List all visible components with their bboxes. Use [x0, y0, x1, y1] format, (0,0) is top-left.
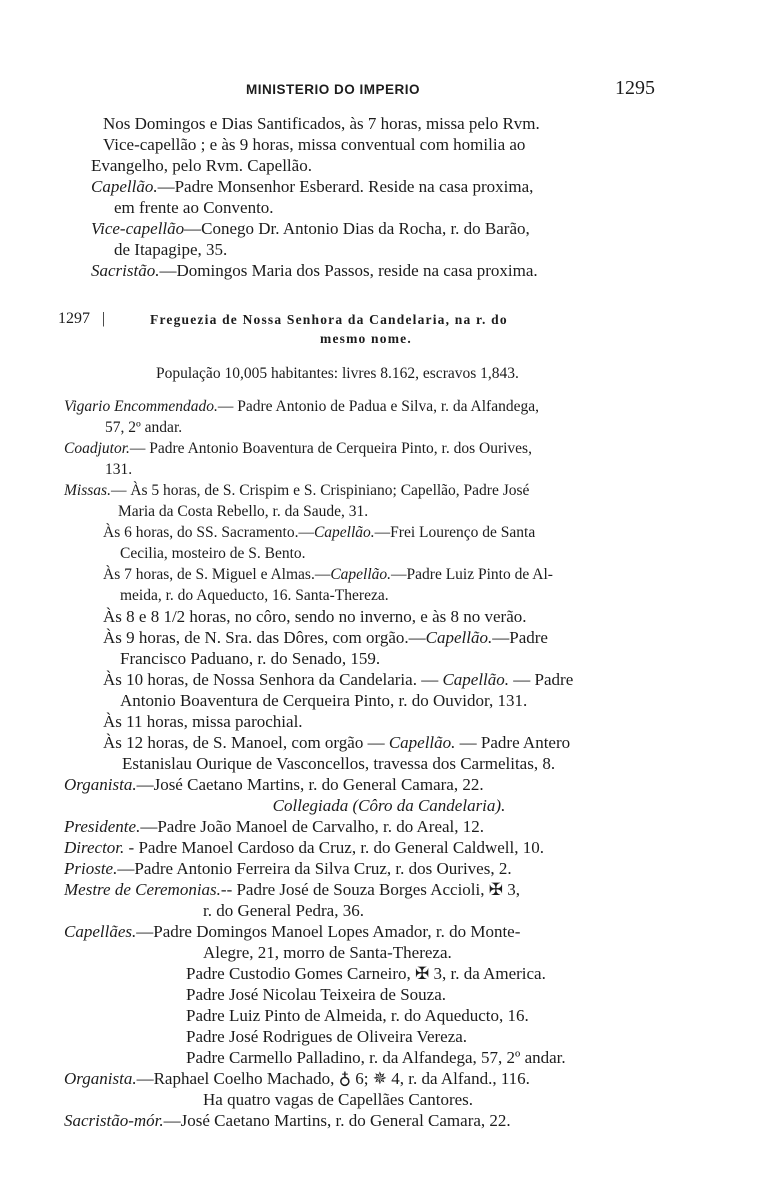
- entry-line: [64, 859, 512, 879]
- role-label: Sacristão-mór.: [64, 1111, 164, 1130]
- role-label: Organista.: [64, 775, 137, 794]
- entry-line: [64, 880, 520, 900]
- collegiada-title: Collegiada (Côro da Candelaria).: [272, 796, 506, 815]
- role-text: —Raphael Coelho Machado, ♁ 6; ✵ 4, r. da Alfand., 116.: [136, 1069, 530, 1088]
- entry-line: Antonio Boaventura de Cerqueira Pinto, r. do Ouvidor, 131.: [120, 691, 528, 710]
- text-line: Nos Domingos e Dias Santificados, às 7 horas, missa pelo Rvm.: [103, 114, 540, 133]
- entry-line: [64, 817, 484, 837]
- entry-text: — Padre Antero: [455, 733, 571, 752]
- entry-line: [64, 838, 544, 858]
- population-line: População 10,005 habitantes: livres 8.162, escravos 1,843.: [156, 365, 519, 382]
- entry-line: [64, 439, 532, 459]
- entry-line: Cecilia, mosteiro de S. Bento.: [120, 545, 306, 562]
- entry-line: Padre José Nicolau Teixeira de Souza.: [186, 985, 447, 1004]
- entry-text: — Padre: [509, 670, 574, 689]
- role-text: — Padre Antonio Boaventura de Cerqueira Pinto, r. dos Ourives,: [129, 440, 532, 457]
- entry-line: [103, 628, 548, 648]
- entry-text: Às 6 horas, do SS. Sacramento.—: [103, 524, 314, 541]
- role-label: Capellão.: [442, 670, 510, 689]
- entry-line: Às 11 horas, missa parochial.: [103, 712, 303, 731]
- role-label: Presidente.: [64, 817, 141, 836]
- role-label: Prioste.: [64, 859, 118, 878]
- text-line: [91, 177, 533, 197]
- entry-line: [64, 922, 520, 942]
- entry-line: Padre Custodio Gomes Carneiro, ✠ 3, r. da America.: [186, 964, 546, 983]
- entry-line: [64, 1069, 530, 1089]
- role-label: Capellão.: [425, 628, 493, 647]
- subsection-title: [0, 796, 778, 816]
- role-label: Capellão.: [313, 524, 375, 541]
- role-text: —Padre Domingos Manoel Lopes Amador, r. do Monte-: [136, 922, 521, 941]
- entry-line: [103, 565, 553, 585]
- entry-line: Às 8 e 8 1/2 horas, no côro, sendo no inverno, e às 8 no verão.: [103, 607, 527, 626]
- role-label: Mestre de Ceremonias.: [64, 880, 221, 899]
- entry-line: r. do General Pedra, 36.: [203, 901, 364, 920]
- role-label: Coadjutor.: [64, 440, 130, 457]
- entry-line: Alegre, 21, morro de Santa-Thereza.: [203, 943, 452, 962]
- section-number: 1297: [58, 310, 90, 327]
- entry-line: [64, 481, 529, 501]
- entry-line: 57, 2º andar.: [105, 419, 183, 436]
- entry-line: [103, 670, 573, 690]
- entry-line: [64, 1111, 511, 1131]
- text-line: de Itapagipe, 35.: [114, 240, 228, 259]
- text-line: [91, 261, 538, 281]
- entry-line: [103, 733, 570, 753]
- entry-text: —Padre Luiz Pinto de Al-: [391, 566, 553, 583]
- role-text: —Padre João Manoel de Carvalho, r. do Areal, 12.: [140, 817, 485, 836]
- role-label: Vigario Encommendado.: [64, 398, 218, 415]
- running-header: MINISTERIO DO IMPERIO: [246, 82, 421, 97]
- entry-line: [64, 397, 539, 417]
- entry-line: Padre José Rodrigues de Oliveira Vereza.: [186, 1027, 468, 1046]
- entry-line: [103, 523, 535, 543]
- role-label: Capellão.: [91, 177, 158, 196]
- role-label: Director.: [64, 838, 125, 857]
- text-line: em frente ao Convento.: [114, 198, 274, 217]
- section-divider: |: [102, 310, 106, 327]
- role-text: — Às 5 horas, de S. Crispim e S. Crispiniano; Capellão, Padre José: [110, 482, 530, 499]
- entry-text: Às 9 horas, de N. Sra. das Dôres, com orgão.—: [103, 628, 426, 647]
- role-text: — Padre Antonio de Padua e Silva, r. da Alfandega,: [217, 398, 539, 415]
- entry-text: —Frei Lourenço de Santa: [374, 524, 536, 541]
- role-text: -- Padre José de Souza Borges Accioli, ✠ 3,: [220, 880, 520, 899]
- section-heading: Freguezia de Nossa Senhora da Candelaria, na r. do: [150, 312, 508, 327]
- role-text: —Padre Monsenhor Esberard. Reside na casa proxima,: [157, 177, 534, 196]
- entry-text: Às 12 horas, de S. Manoel, com orgão —: [103, 733, 389, 752]
- entry-line: Ha quatro vagas de Capellães Cantores.: [203, 1090, 474, 1109]
- entry-line: 131.: [105, 461, 133, 478]
- role-text: —Conego Dr. Antonio Dias da Rocha, r. do Barão,: [184, 219, 530, 238]
- entry-text: Às 7 horas, de S. Miguel e Almas.—: [103, 566, 331, 583]
- entry-line: Padre Luiz Pinto de Almeida, r. do Aqueducto, 16.: [186, 1006, 529, 1025]
- role-text: —Padre Antonio Ferreira da Silva Cruz, r. dos Ourives, 2.: [117, 859, 512, 878]
- role-text: —José Caetano Martins, r. do General Camara, 22.: [136, 775, 484, 794]
- role-text: —José Caetano Martins, r. do General Camara, 22.: [163, 1111, 511, 1130]
- entry-text: Às 10 horas, de Nossa Senhora da Candelaria. —: [103, 670, 443, 689]
- entry-line: [64, 775, 484, 795]
- entry-line: meida, r. do Aqueducto, 16. Santa-Thereza.: [120, 587, 389, 604]
- text-line: Vice-capellão ; e às 9 horas, missa conventual com homilia ao: [103, 135, 526, 154]
- role-label: Sacristão.: [91, 261, 160, 280]
- section-heading-cont: mesmo nome.: [320, 331, 412, 346]
- role-label: Vice-capellão: [91, 219, 185, 238]
- entry-line: Maria da Costa Rebello, r. da Saude, 31.: [118, 503, 369, 520]
- role-label: Capellão.: [330, 566, 392, 583]
- role-label: Capellão.: [388, 733, 456, 752]
- entry-line: Estanislau Ourique de Vasconcellos, travessa dos Carmelitas, 8.: [122, 754, 556, 773]
- entry-text: —Padre: [492, 628, 548, 647]
- role-text: - Padre Manoel Cardoso da Cruz, r. do General Caldwell, 10.: [124, 838, 544, 857]
- role-label: Capellães.: [64, 922, 137, 941]
- role-label: Missas.: [64, 482, 111, 499]
- role-text: —Domingos Maria dos Passos, reside na casa proxima.: [159, 261, 538, 280]
- entry-line: Francisco Paduano, r. do Senado, 159.: [120, 649, 381, 668]
- text-line: Evangelho, pelo Rvm. Capellão.: [91, 156, 312, 175]
- role-label: Organista.: [64, 1069, 137, 1088]
- page-number: 1295: [615, 77, 655, 99]
- entry-line: Padre Carmello Palladino, r. da Alfandega, 57, 2º andar.: [186, 1048, 566, 1067]
- text-line: [91, 219, 530, 239]
